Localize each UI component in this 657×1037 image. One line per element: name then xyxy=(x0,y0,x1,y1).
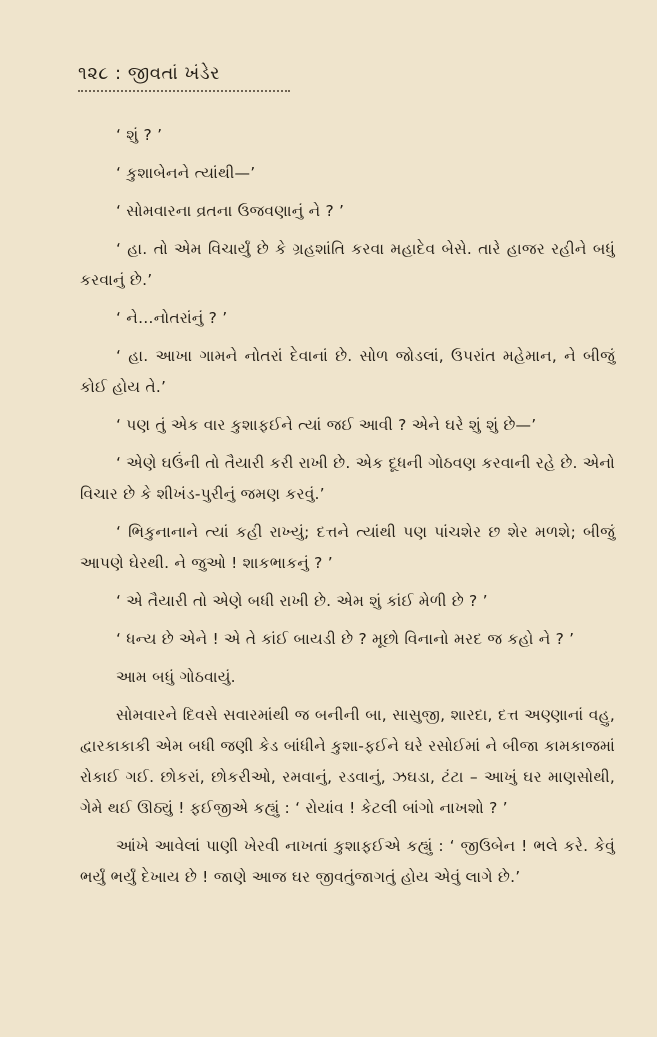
paragraph: ‘ શું ? ’ xyxy=(116,126,163,144)
book-title: જીવતાં ખંડેર xyxy=(127,63,220,84)
paragraph: ‘ ધન્ય છે એને ! એ તે કાંઈ બાયડી છે ? મૂછો વિનાનો મરદ જ કહો ને ? ’ xyxy=(116,630,575,648)
paragraph: સોમવારને દિવસે સવારમાંથી જ બનીની બા, સાસુજી, શારદા, દત્ત અણ્ણાનાં વહુ, દ્વારકાકાકી એમ બધી જણી કેડ બાંધીને કુશા-ફઈને ઘરે રસોઈમાં ને બીજા કામકાજમાં રોકાઈ ગઈ. છોકરાં, છોકરીઓ, રમવાનું, રડવાનું, ઝઘડા, ટંટા – આખું ઘર માણસોથી, ગેમે થઈ ઊઠ્યું ! ફઈજીએ કહ્યું : ‘ રોયાંવ ! કેટલી બાંગો નાખશો ? ’ xyxy=(80,706,615,817)
body-text xyxy=(80,120,615,893)
paragraph: ‘ કુશાબેનને ત્યાંથી—’ xyxy=(116,164,256,182)
paragraph: ‘ એણે ઘઉંની તો તૈયારી કરી રાખી છે. એક દૂધની ગોઠવણ કરવાની રહે છે. એનો વિચાર છે કે શીખંડ-પુરીનું જમણ કરવું.’ xyxy=(80,454,615,503)
page-number: ૧૨૮ xyxy=(78,63,109,84)
running-header xyxy=(78,60,615,88)
header-rule xyxy=(78,90,290,92)
paragraph: આમ બધું ગોઠવાયું. xyxy=(116,668,236,686)
paragraph: ‘ હા. તો એમ વિચાર્યું છે કે ગ્રહશાંતિ કરવા મહાદેવ બેસે. તારે હાજર રહીને બધું કરવાનું છે.’ xyxy=(80,240,615,289)
paragraph: ‘ પણ તું એક વાર કુશાફઈને ત્યાં જઈ આવી ? એને ઘરે શું શું છે—’ xyxy=(116,416,537,434)
paragraph: ‘ સોમવારના વ્રતના ઉજવણાનું ને ? ’ xyxy=(116,202,345,220)
paragraph: આંખે આવેલાં પાણી ખેરવી નાખતાં કુશાફઈએ કહ્યું : ‘ જીઉબેન ! ભલે કરે. કેવું ભર્યું ભર્યું દેખાય છે ! જાણે આજ ઘર જીવતુંજાગતું હોય એવું લાગે છે.’ xyxy=(80,837,615,886)
paragraph: ‘ એ તૈયારી તો એણે બધી રાખી છે. એમ શું કાંઈ મેળી છે ? ’ xyxy=(116,592,488,610)
paragraph: ‘ ને…નોતરાંનું ? ’ xyxy=(116,309,228,327)
paragraph: ‘ ભિકુનાનાને ત્યાં કહી રાખ્યું; દત્તને ત્યાંથી પણ પાંચશેર છ શેર મળશે; બીજું આપણે ઘેરથી. ને જુઓ ! શાકભાકનું ? ’ xyxy=(80,523,615,572)
paragraph: ‘ હા. આખા ગામને નોતરાં દેવાનાં છે. સોળ જોડલાં, ઉપરાંત મહેમાન, ને બીજું કોઈ હોય તે.’ xyxy=(80,347,615,396)
header-separator: : xyxy=(115,63,122,84)
